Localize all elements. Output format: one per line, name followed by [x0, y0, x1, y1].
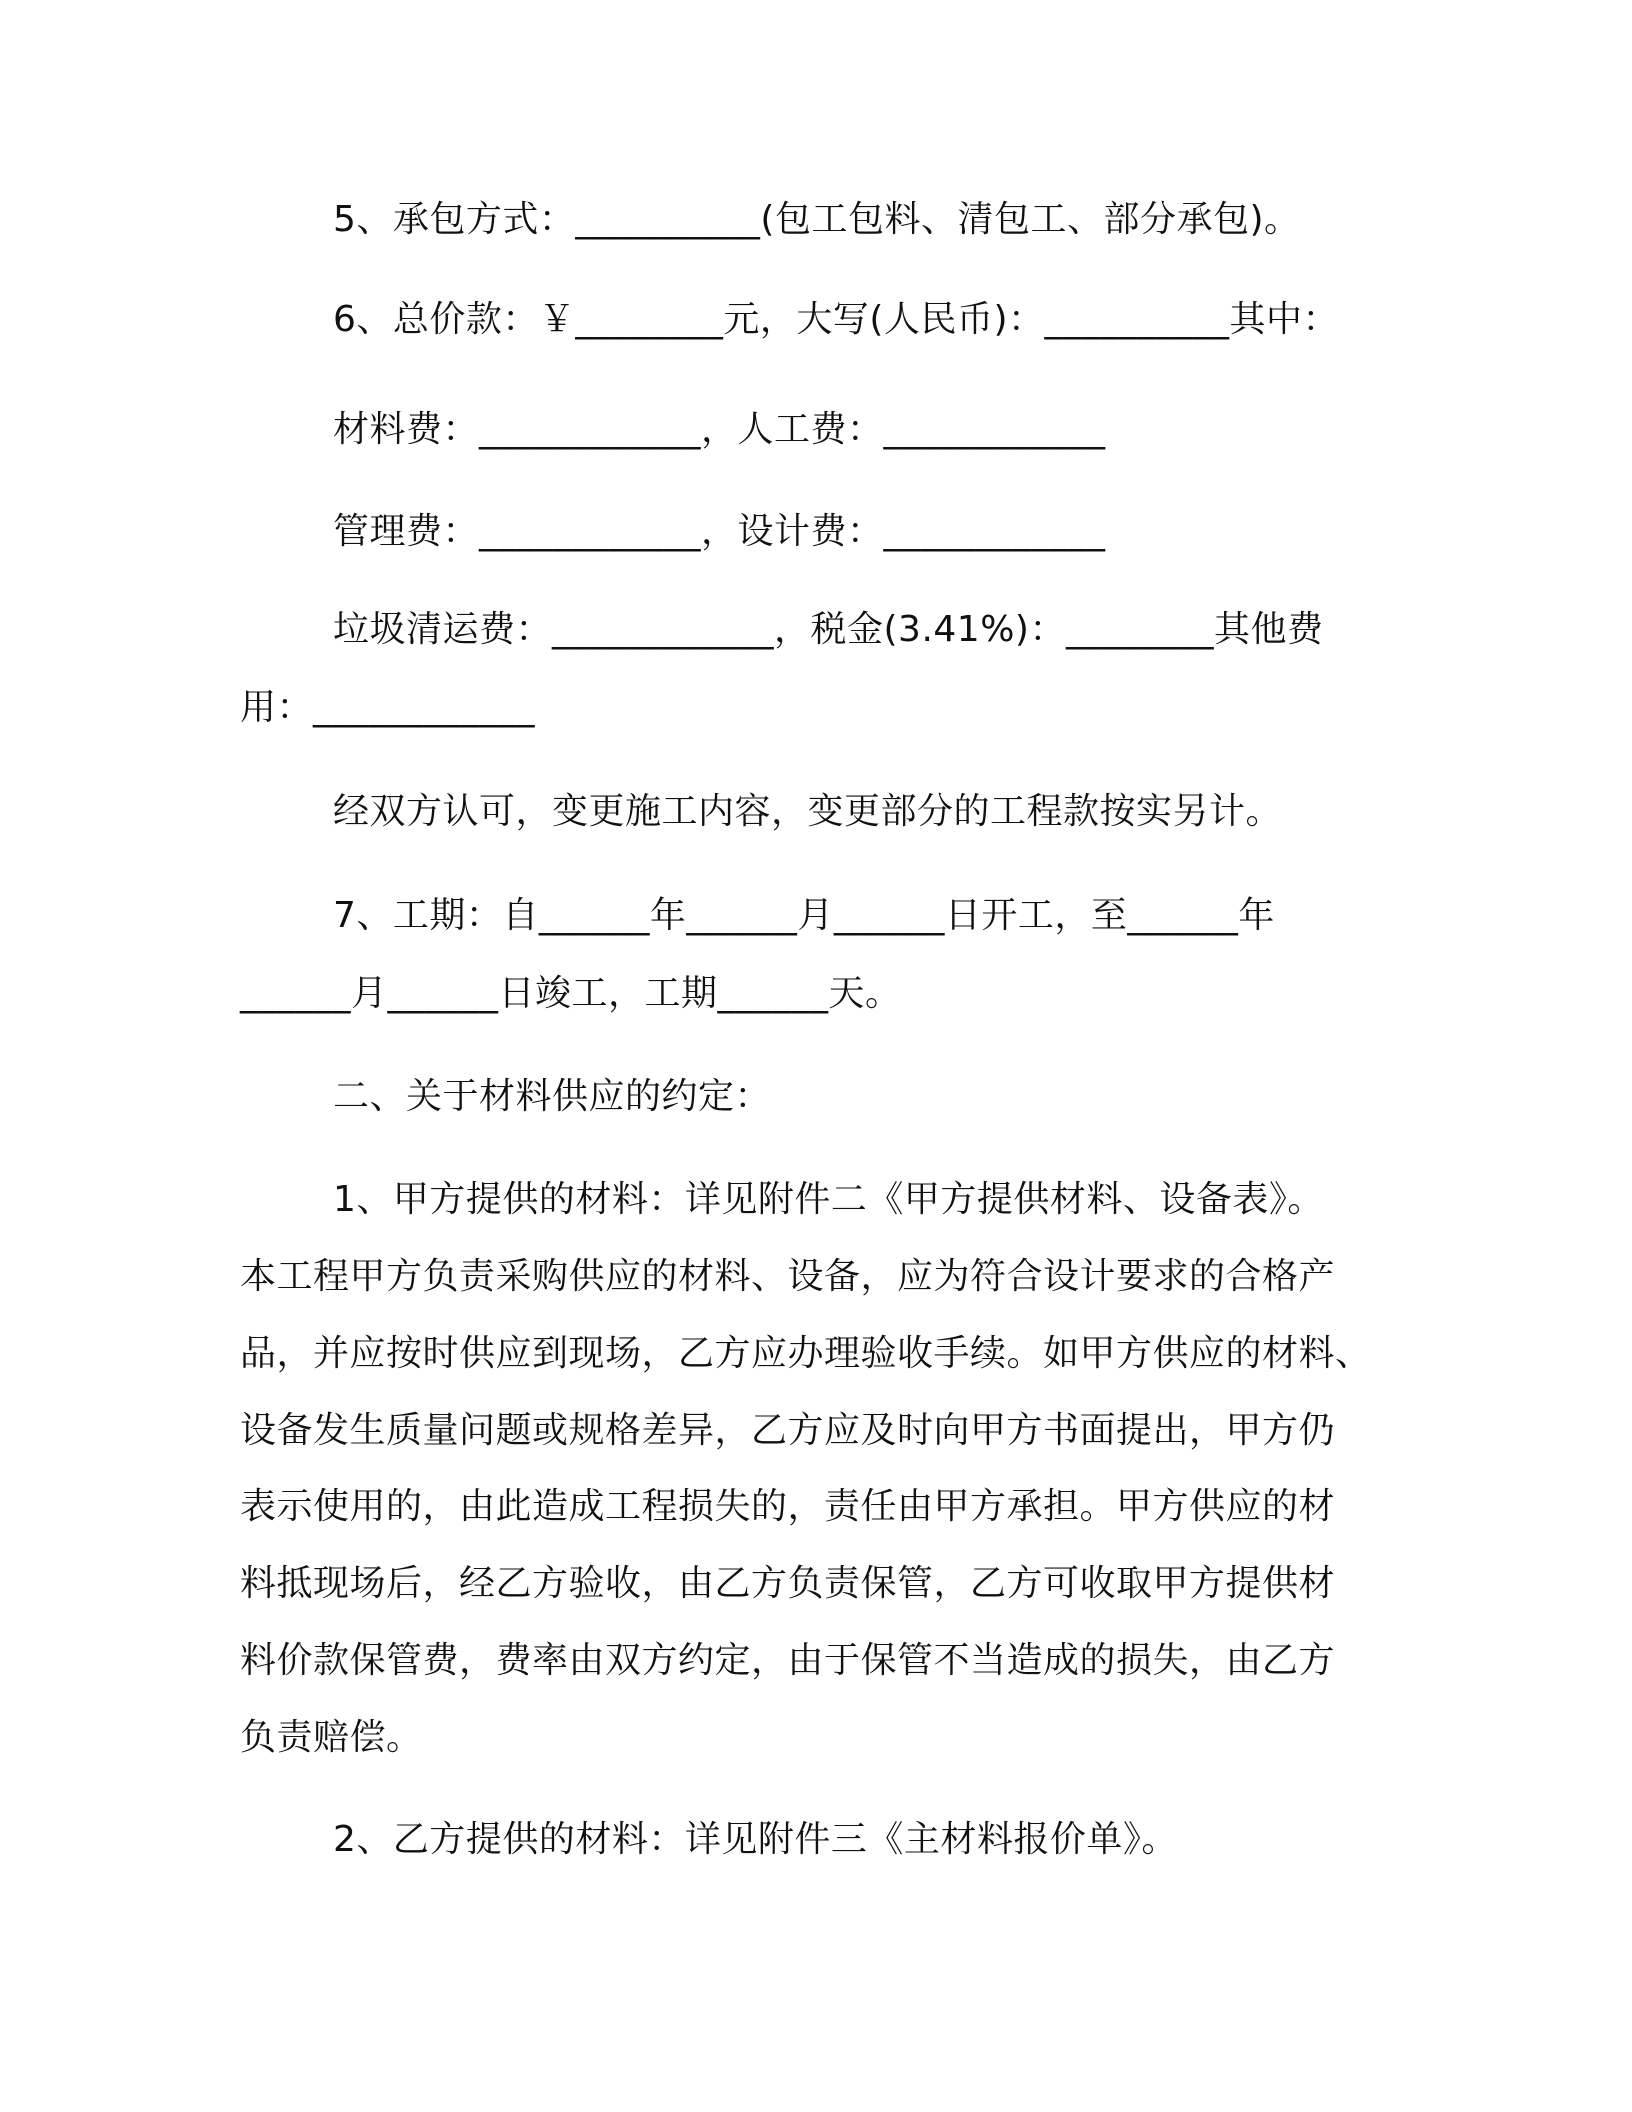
paragraph-line-6: 料价款保管费，费率由双方约定，由于保管不当造成的损失，由乙方 — [240, 1640, 1336, 1681]
other-fee-line: 用：____________ — [240, 687, 536, 728]
party-b-materials-line: 2、乙方提供的材料：详见附件三《主材料报价单》。 — [333, 1819, 1178, 1860]
schedule-line-1: 7、工期：自______年______月______日开工，至______年 — [333, 895, 1275, 936]
party-a-materials-line: 1、甲方提供的材料：详见附件二《甲方提供材料、设备表》。 — [333, 1179, 1324, 1220]
change-clause-line: 经双方认可，变更施工内容，变更部分的工程款按实另计。 — [333, 791, 1283, 832]
material-labor-fee-line: 材料费：____________，人工费：____________ — [333, 409, 1106, 450]
paragraph-line-7: 负责赔偿。 — [240, 1717, 423, 1758]
paragraph-line-2: 品，并应按时供应到现场，乙方应办理验收手续。如甲方供应的材料、 — [240, 1333, 1372, 1374]
paragraph-line-3: 设备发生质量问题或规格差异，乙方应及时向甲方书面提出，甲方仍 — [240, 1410, 1336, 1451]
section-heading-materials: 二、关于材料供应的约定： — [333, 1076, 772, 1117]
paragraph-line-4: 表示使用的，由此造成工程损失的，责任由甲方承担。甲方供应的材 — [240, 1486, 1336, 1527]
paragraph-line-1: 本工程甲方负责采购供应的材料、设备，应为符合设计要求的合格产 — [240, 1256, 1336, 1297]
paragraph-line-5: 料抵现场后，经乙方验收，由乙方负责保管，乙方可收取甲方提供材 — [240, 1563, 1336, 1604]
schedule-line-2: ______月______日竣工，工期______天。 — [240, 973, 902, 1014]
contract-method-line: 5、承包方式：__________(包工包料、清包工、部分承包)。 — [333, 199, 1301, 240]
waste-tax-fee-line: 垃圾清运费：____________，税金(3.41%)：________其他费 — [333, 609, 1324, 650]
total-price-line: 6、总价款：￥________元，大写(人民币)：__________其中： — [333, 299, 1339, 340]
management-design-fee-line: 管理费：____________，设计费：____________ — [333, 511, 1106, 552]
